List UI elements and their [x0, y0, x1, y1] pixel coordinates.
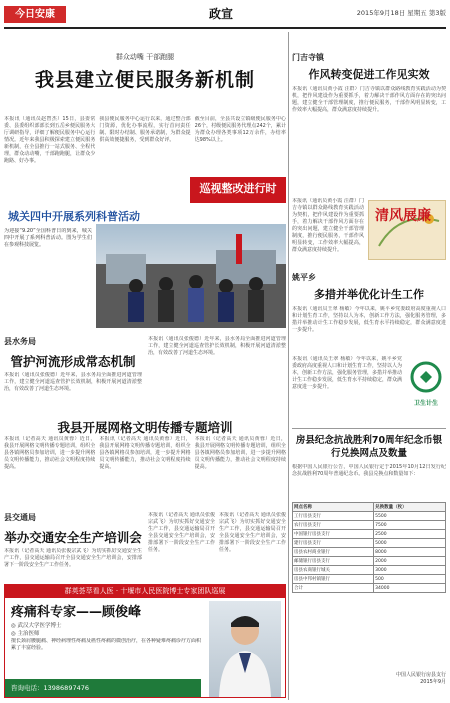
- family-planning-body: 本报讯（通讯员王翠 杨敏）今年以来，姚平乡党委政府高度重视人口和计划生育工作，坚持以人为本，创新工作方法，强化服务管理，多措并举推动计生工作稳步发展，低生育水平持续稳定，群众满意度进一步提升。: [292, 306, 446, 333]
- hospital-ad-desc: 擅长颈肩腰腿痛、神经病理性疼痛及癌性疼痛的微创治疗，在各种疑难疼痛诊疗方面积累了丰富经验。: [11, 638, 201, 651]
- lead-body-col1: 本报讯（通讯员赵智杰）15日，县委常委、县委组织部部长到五岳乡便民服务大厅调研指导，详细了解便民服务中心运行情况。近年来我县积极探索建立便民服务新机制，在全县推行一站式服务、全程代理，群众动动嘴，干部跑跑腿，让群众少跑路、好办事。: [4, 116, 96, 164]
- transport-body-col2: 本报讯（记者高天 通讯员张俊宗武飞）为切实抓好交通安全生产工作，县交通运输局召开全县交通安全生产培训会，安排部署下一阶段安全生产工作任务。: [148, 512, 215, 553]
- family-planning-headline[interactable]: 多措并举优化计生工作: [314, 288, 424, 301]
- civility-body-col2: 本报讯（记者高天 通讯员黄蓉）近日，我县开展网格文明传播专题培训，组织全县各镇网格员参加培训，进一步提升网格员文明传播能力，推动社会文明程度持续提高。: [99, 436, 191, 470]
- river-management-body: 本报讯（通讯员张俊德）近年来，县水务局全面推进河道管理工作，建立健全河道巡查管护长效机制，积极开展河道清淤整治，有效改善了河道生态环境。: [4, 372, 142, 392]
- hospital-ad-title: 疼痛科专家——顾俊峰: [11, 605, 142, 620]
- hospital-ad-line2: ◎ 主治医师: [11, 631, 40, 637]
- family-planning-body-cont: 本报讯（通讯员王翠 杨敏）今年以来，姚平乡党委政府高度重视人口和计划生育工作，坚持以人为本，创新工作方法，强化服务管理，多措并举推动计生工作稳步发展，低生育水平持续稳定，群众满意度进一步提升。: [292, 356, 402, 390]
- river-management-headline[interactable]: 管护河流形成常态机制: [10, 354, 136, 369]
- table-row: [293, 566, 446, 575]
- table-total-row: [293, 584, 446, 593]
- issue-meta: 2015年9月18日 星期五 第3版: [356, 9, 446, 17]
- table-row: [293, 539, 446, 548]
- brand-logo: 今日安康: [4, 6, 66, 23]
- hospital-ad-banner: 群英荟萃看人医 · 十堰市人民医院博士专家团队巡展: [5, 585, 285, 598]
- branch-name: 农行房县支行: [293, 521, 374, 530]
- branch-name: 中国银行房县支行: [293, 530, 374, 539]
- civility-training-headline[interactable]: 我县开展网格文明传播专题培训: [57, 420, 233, 435]
- masthead-rule: [4, 27, 446, 29]
- civility-body-col1: 本报讯（记者高天 通讯员黄蓉）近日，我县开展网格文明传播专题培训，组织全县各镇网格员参加培训，进一步提升网格员文明传播能力，推动社会文明程度持续提高。: [4, 436, 96, 470]
- hospital-ad-contact[interactable]: 咨询电话：13986897476: [5, 679, 201, 697]
- table-row: [293, 575, 446, 584]
- coin-count: 2000: [374, 557, 446, 566]
- lead-story: [4, 32, 286, 92]
- transport-safety-body-cont: [148, 512, 286, 580]
- section-title: 政宣: [209, 7, 234, 21]
- work-style-body-cont: 本报讯（通讯员黄小霞 汪群）门吉寺镇以群众路线教育实践活动为契机，把作风建设作为重要抓手，着力解决干部作风方面存在的突出问题，建立健全干部管理制度，推行便民服务，干部作风明显转变，工作效率大幅提高，群众满意度持续提升。: [292, 198, 364, 253]
- doctor-portrait: [209, 601, 281, 697]
- column-header: 网点名称: [293, 503, 374, 512]
- health-family-planning-icon: [406, 360, 446, 394]
- water-bureau-label: 县水务局: [4, 337, 36, 346]
- coin-count: 5000: [374, 539, 446, 548]
- river-management-body-cont: 本报讯（通讯员张俊德）近年来，县水务局全面推进河道管理工作，建立健全河道巡查管护长效机制，积极开展河道清淤整治，有效改善了河道生态环境。: [148, 336, 286, 356]
- column-header: 兑换数量（枚）: [374, 503, 446, 512]
- coin-count: 8000: [374, 548, 446, 557]
- coin-exchange-intro: 根据中国人民银行公告，中国人民银行定于2015年10月12日发行纪念抗战胜利70周年普通纪念币。我县兑换点和数量如下：: [292, 464, 446, 477]
- work-style-headline[interactable]: 作风转变促进工作见实效: [308, 68, 430, 81]
- health-family-planning-label: 卫生计生: [413, 400, 438, 407]
- column-divider: [288, 32, 289, 700]
- menjisi-town-label: 门吉寺镇: [292, 53, 324, 62]
- civility-body-col3: 本报讯（记者高天 通讯员黄蓉）近日，我县开展网格文明传播专题培训，组织全县各镇网格员参加培训，进一步提升网格员文明传播能力，推动社会文明程度持续提高。: [194, 436, 286, 470]
- inspection-banner: 巡视整改进行时: [190, 177, 286, 203]
- left-column: [4, 32, 286, 700]
- photo-science-activity: [96, 224, 286, 328]
- branch-name: 房县农商银行城关: [293, 566, 374, 575]
- coin-count: 2500: [374, 530, 446, 539]
- transport-safety-body: 本报讯（记者高天 通讯员张俊宗武飞）为切实抓好交通安全生产工作，县交通运输局召开全县交通安全生产培训会，安排部署下一阶段安全生产工作任务。: [4, 548, 142, 568]
- coin-exchange-footer: 中国人民银行房县支行 2015年9月: [395, 672, 446, 685]
- coin-exchange-table: [292, 502, 446, 593]
- health-family-planning-logo: [406, 360, 446, 407]
- coin-count: 7500: [374, 521, 446, 530]
- photo-science-activity-image: [96, 224, 286, 328]
- coin-exchange-table-wrap: [292, 502, 446, 593]
- coin-count: 3000: [374, 566, 446, 575]
- clean-governance-logo: [368, 200, 446, 260]
- hospital-ad-line1: ◎ 武汉大学医学博士: [11, 623, 62, 629]
- branch-name: 邮储银行房县支行: [293, 557, 374, 566]
- doctor-portrait-image: [209, 601, 281, 697]
- table-row: [293, 521, 446, 530]
- coin-count: 5500: [374, 512, 446, 521]
- coin-count: 500: [374, 575, 446, 584]
- table-header-row: [293, 503, 446, 512]
- transport-bureau-label: 县交通局: [4, 513, 36, 522]
- masthead: [4, 2, 446, 28]
- clean-governance-slogan: 清风展廉: [375, 208, 431, 224]
- lead-headline[interactable]: 我县建立便民服务新机制: [34, 69, 255, 91]
- transport-safety-headline[interactable]: 举办交通安全生产培训会: [4, 530, 142, 545]
- branch-name: 房县中邦村镇银行: [293, 575, 374, 584]
- branch-name: 房县农村商业银行: [293, 548, 374, 557]
- coin-count: 34000: [374, 584, 446, 593]
- lead-kicker: 群众动嘴 干部跑腿: [115, 53, 175, 61]
- branch-name: 工行房县支行: [293, 512, 374, 521]
- branch-name: 合计: [293, 584, 374, 593]
- lead-body-col2: 我县便民服务中心运行以来，通过整合部门资源，优化办事流程，实行首问责任制、限时办结制、服务承诺制，为群众提供高效便捷服务，受到群众好评。: [99, 116, 191, 143]
- photo-news-title[interactable]: 城关四中开展系列科普活动: [8, 210, 140, 223]
- hospital-ad[interactable]: [4, 584, 286, 698]
- work-style-body: 本报讯（通讯员黄小霞 汪群）门吉寺镇以群众路线教育实践活动为契机，把作风建设作为重要抓手，着力解决干部作风方面存在的突出问题，建立健全干部管理制度，推行便民服务，干部作风明显转变，工作效率大幅提高，群众满意度持续提升。: [292, 86, 446, 113]
- lead-body-col3: 截至目前，全县共设立镇级便民服务中心26个，村级便民服务代理点242个，累计为群众办理各类事项12万余件，办结率达98%以上。: [194, 116, 286, 143]
- right-column: [292, 32, 446, 700]
- coin-exchange-headline[interactable]: 房县纪念抗战胜利70周年纪念币银行兑换网点及数量: [295, 435, 443, 459]
- yaoping-town-label: 姚平乡: [292, 273, 316, 282]
- right-divider: [292, 428, 446, 429]
- branch-name: 建行房县支行: [293, 539, 374, 548]
- table-row: [293, 557, 446, 566]
- table-row: [293, 512, 446, 521]
- photo-news-caption: 为迎接“9.20”全国科普日的到来，城关四中开展了系列科普活动。图为学生们在参观科技展览。: [4, 228, 92, 248]
- transport-body-col3: 本报讯（记者高天 通讯员张俊宗武飞）为切实抓好交通安全生产工作，县交通运输局召开全县交通安全生产培训会，安排部署下一阶段安全生产工作任务。: [219, 512, 286, 553]
- table-row: [293, 530, 446, 539]
- civility-training-body: [4, 436, 286, 506]
- table-row: [293, 548, 446, 557]
